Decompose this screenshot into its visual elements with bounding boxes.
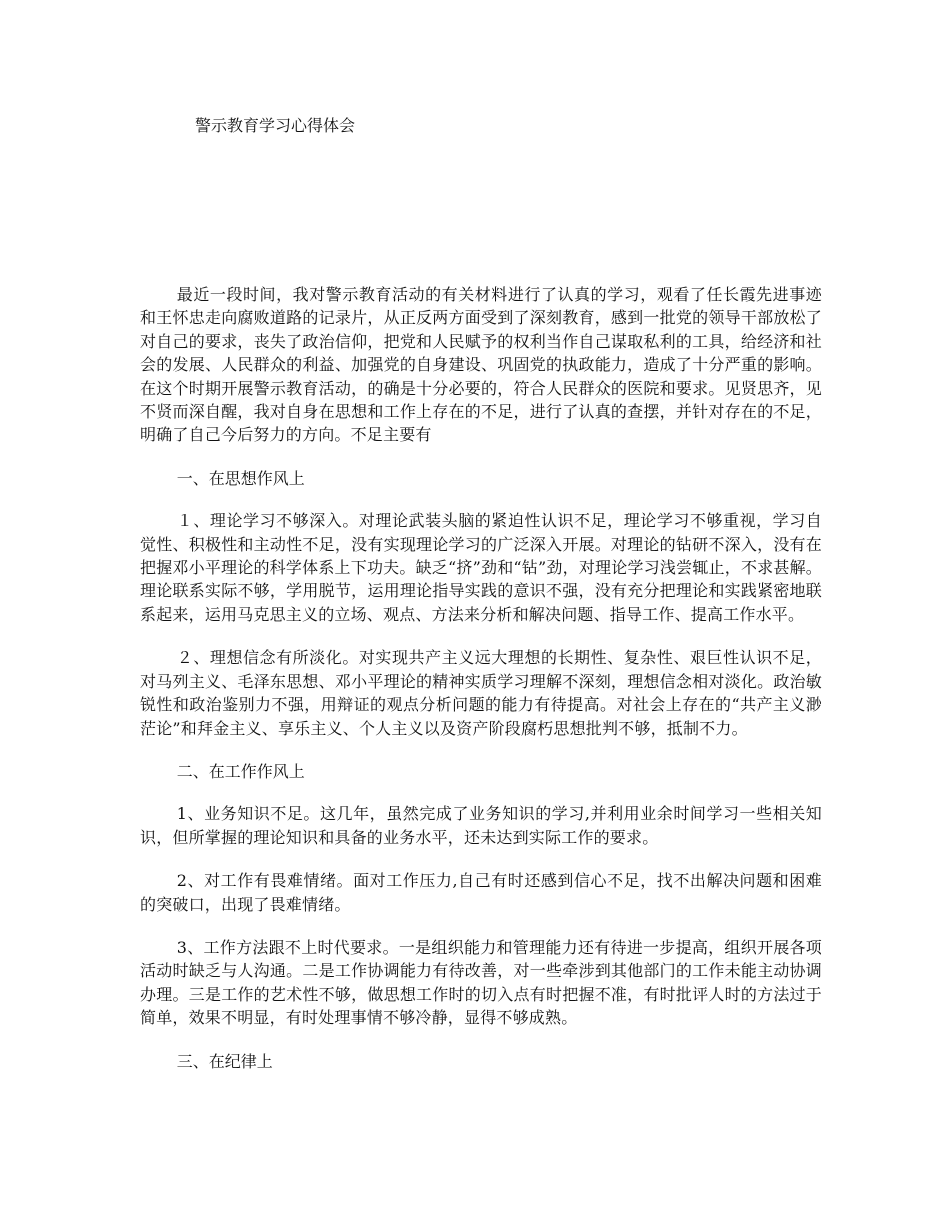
paragraph-ideals-belief: ２、理想信念有所淡化。对实现共产主义远大理想的长期性、复杂性、艰巨性认识不足，对马列主义、毛泽东思想、邓小平理论的精神实质学习理解不深刻，理想信念相对淡化。政治敏锐性和政治鉴别力不强，用辩证的观点分析问题的能力有待提高。对社会上存在的“共产主义渺茫论”和拜金主义、享乐主义、个人主义以及资产阶段腐朽思想批判不够，抵制不力。	[140, 648, 822, 738]
paragraph-work-methods: 3、工作方法跟不上时代要求。一是组织能力和管理能力还有待进一步提高，组织开展各项活动时缺乏与人沟通。二是工作协调能力有待改善，对一些牵涉到其他部门的工作未能主动协调办理。三是工作的艺术性不够，做思想工作时的切入点有时把握不准，有时批评人时的方法过于简单，效果不明显，有时处理事情不够冷静，显得不够成熟。	[140, 937, 822, 1028]
section-heading-work-style: 二、在工作作风上	[176, 761, 305, 781]
section-heading-thinking-style: 一、在思想作风上	[176, 468, 305, 488]
paragraph-fear-of-difficulty: 2、对工作有畏难情绪。面对工作压力,自己有时还感到信心不足，找不出解决问题和困难的突破口，出现了畏难情绪。	[140, 871, 822, 914]
paragraph-business-knowledge: 1、业务知识不足。这几年，虽然完成了业务知识的学习,并利用业余时间学习一些相关知识，但所掌握的理论知识和具备的业务水平，还未达到实际工作的要求。	[140, 804, 822, 847]
intro-paragraph: 最近一段时间，我对警示教育活动的有关材料进行了认真的学习，观看了任长霞先进事迹和王怀忠走向腐败道路的记录片，从正反两方面受到了深刻教育，感到一批党的领导干部放松了对自己的要求，丧失了政治信仰，把党和人民赋予的权利当作自己谋取私利的工具，给经济和社会的发展、人民群众的利益、加强党的自身建设、巩固党的执政能力，造成了十分严重的影响。在这个时期开展警示教育活动，的确是十分必要的，符合人民群众的医院和要求。见贤思齐，见不贤而深自醒，我对自身在思想和工作上存在的不足，进行了认真的查摆，并针对存在的不足，明确了自己今后努力的方向。不足主要有	[140, 285, 822, 445]
document-body	[140, 283, 822, 1092]
paragraph-theory-study: １、理论学习不够深入。对理论武装头脑的紧迫性认识不足，理论学习不够重视，学习自觉性、积极性和主动性不足，没有实现理论学习的广泛深入开展。对理论的钻研不深入，没有在把握邓小平理论的科学体系上下功夫。缺乏“挤”劲和“钻”劲，对理论学习浅尝辄止，不求甚解。理论联系实际不够，学用脱节，运用理论指导实践的意识不强，没有充分把理论和实践紧密地联系起来，运用马克思主义的立场、观点、方法来分析和解决问题、指导工作、提高工作水平。	[140, 511, 822, 624]
document-title: 警示教育学习心得体会	[195, 116, 356, 135]
section-heading-discipline: 三、在纪律上	[176, 1051, 273, 1071]
